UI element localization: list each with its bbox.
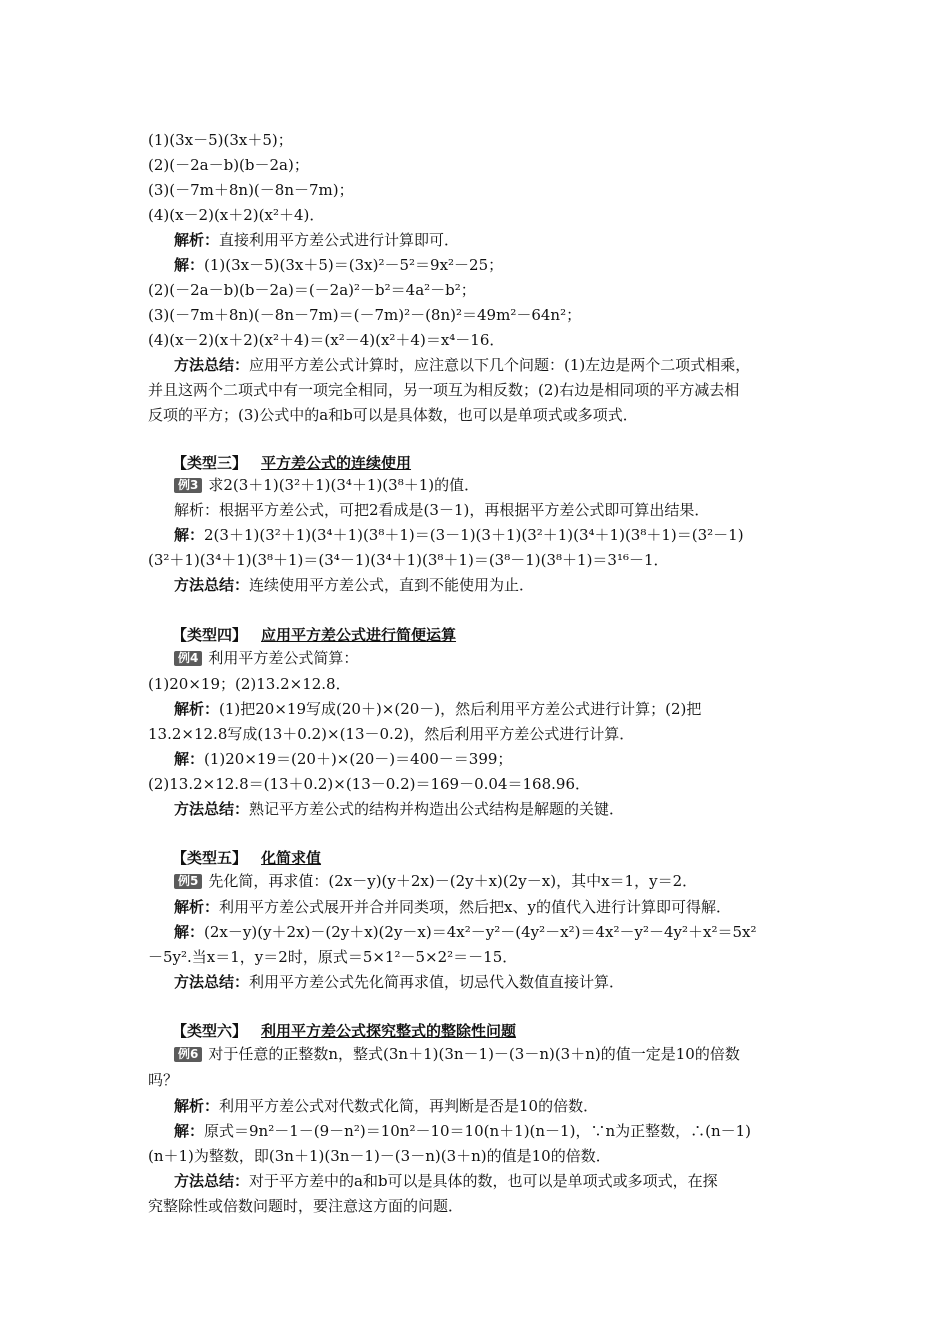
section-title: 平方差公式的连续使用 — [261, 454, 412, 472]
solution-text: (2x－y)(y＋2x)－(2y＋x)(2y－x)＝4x²－y²－(4y²－x²)＝4x²－y²－4y²＋x²＝5x² — [204, 923, 757, 941]
section-heading-type4 — [172, 624, 456, 646]
method-line — [174, 354, 750, 376]
solution-line: (n＋1)为整数，即(3n＋1)(3n－1)－(3－n)(3＋n)的值是10的倍数． — [148, 1147, 611, 1165]
method-line: 并且这两个二项式中有一项完全相同，另一项互为相反数；(2)右边是相同项的平方减去相 — [148, 381, 740, 399]
solution-line: (4)(x－2)(x＋2)(x²＋4)＝(x²－4)(x²＋4)＝x⁴－16． — [148, 331, 505, 349]
solution-label: 解： — [174, 526, 205, 544]
solution-line — [174, 921, 756, 943]
method-label: 方法总结： — [174, 356, 250, 374]
question-text: 先化简，再求值：(2x－y)(y＋2x)－(2y＋x)(2y－x)，其中x＝1，y＝2． — [208, 872, 698, 890]
method-line: 究整除性或倍数问题时，要注意这方面的问题． — [148, 1197, 464, 1215]
analysis-text: 根据平方差公式，可把2看成是(3－1)，再根据平方差公式即可算出结果． — [219, 501, 710, 519]
example-line — [174, 1043, 740, 1065]
solution-line: －5y².当x＝1，y＝2时，原式＝5×1²－5×2²＝－15． — [148, 948, 518, 966]
analysis-line: 13.2×12.8写成(13＋0.2)×(13－0.2)，然后利用平方差公式进行计算． — [148, 725, 635, 743]
section-title: 应用平方差公式进行简便运算 — [261, 626, 457, 644]
method-line — [174, 798, 624, 820]
question-line: (1)(3x－5)(3x＋5)； — [148, 131, 293, 149]
solution-label: 解： — [174, 750, 205, 768]
analysis-text: 利用平方差公式展开并合并同类项，然后把x、y的值代入进行计算即可得解． — [219, 898, 731, 916]
solution-label: 解： — [174, 1122, 205, 1140]
method-label: 方法总结： — [174, 576, 250, 594]
question-line: (4)(x－2)(x＋2)(x²＋4)． — [148, 206, 325, 224]
method-label: 方法总结： — [174, 1172, 250, 1190]
question-text: 求2(3＋1)(3²＋1)(3⁴＋1)(3⁸＋1)的值． — [208, 476, 480, 494]
solution-text: 原式＝9n²－1－(9－n²)＝10n²－10＝10(n＋1)(n－1)，∵n为正整数，∴(n－1) — [204, 1122, 752, 1140]
solution-line — [174, 524, 744, 546]
example-badge: 例3 — [174, 478, 202, 493]
question-text: 利用平方差公式简算： — [208, 649, 359, 667]
section-title: 化简求值 — [261, 849, 322, 867]
section-heading-type6 — [172, 1020, 516, 1042]
example-line — [174, 647, 358, 669]
example-badge: 例6 — [174, 1047, 202, 1062]
solution-text: (1)(3x－5)(3x＋5)＝(3x)²－5²＝9x²－25； — [204, 256, 504, 274]
method-line: 反项的平方；(3)公式中的a和b可以是具体数，也可以是单项式或多项式． — [148, 406, 638, 424]
question-line: (2)(－2a－b)(b－2a)； — [148, 156, 309, 174]
analysis-text: (1)把20×19写成(20＋)×(20－)，然后利用平方差公式进行计算；(2)把 — [219, 700, 702, 718]
section-tag: 【类型六】 — [172, 1022, 248, 1040]
section-tag: 【类型三】 — [172, 454, 248, 472]
solution-label: 解： — [174, 256, 205, 274]
analysis-label: 解析： — [174, 898, 220, 916]
analysis-text: 直接利用平方差公式进行计算即可． — [219, 231, 460, 249]
method-text: 连续使用平方差公式，直到不能使用为止． — [249, 576, 535, 594]
solution-line — [174, 254, 503, 276]
question-line: (3)(－7m＋8n)(－8n－7m)； — [148, 181, 354, 199]
solution-line: (2)(－2a－b)(b－2a)＝(－2a)²－b²＝4a²－b²； — [148, 281, 476, 299]
method-text: 利用平方差公式先化简再求值，切忌代入数值直接计算． — [249, 973, 625, 991]
analysis-line — [174, 698, 701, 720]
method-text: 熟记平方差公式的结构并构造出公式结构是解题的关键． — [249, 800, 625, 818]
analysis-label: 解析： — [174, 501, 220, 519]
solution-label: 解： — [174, 923, 205, 941]
example-badge: 例5 — [174, 874, 202, 889]
method-text: 对于平方差中的a和b可以是具体的数，也可以是单项式或多项式，在探 — [249, 1172, 718, 1190]
solution-text: 2(3＋1)(3²＋1)(3⁴＋1)(3⁸＋1)＝(3－1)(3＋1)(3²＋1)(3⁴＋1)(3⁸＋1)＝(3²－1) — [204, 526, 744, 544]
example-line — [174, 870, 697, 892]
analysis-line — [174, 1095, 598, 1117]
question-line: 吗？ — [148, 1071, 179, 1089]
solution-line: (2)13.2×12.8＝(13＋0.2)×(13－0.2)＝169－0.04＝168.96． — [148, 775, 590, 793]
question-text: 对于任意的正整数n，整式(3n＋1)(3n－1)－(3－n)(3＋n)的值一定是10的倍数 — [208, 1045, 740, 1063]
question-line: (1)20×19；(2)13.2×12.8． — [148, 675, 351, 693]
solution-line — [174, 748, 512, 770]
solution-line — [174, 1120, 751, 1142]
analysis-label: 解析： — [174, 700, 220, 718]
analysis-label: 解析： — [174, 1097, 220, 1115]
section-title: 利用平方差公式探究整式的整除性问题 — [261, 1022, 517, 1040]
method-label: 方法总结： — [174, 800, 250, 818]
analysis-text: 利用平方差公式对代数式化简，再判断是否是10的倍数． — [219, 1097, 599, 1115]
method-line — [174, 1170, 718, 1192]
method-line — [174, 971, 624, 993]
solution-line: (3²＋1)(3⁴＋1)(3⁸＋1)＝(3⁴－1)(3⁴＋1)(3⁸＋1)＝(3⁸－1)(3⁸＋1)＝3¹⁶－1． — [148, 551, 669, 569]
section-tag: 【类型五】 — [172, 849, 248, 867]
section-heading-type3 — [172, 452, 411, 474]
analysis-line — [174, 229, 459, 251]
analysis-line — [174, 499, 709, 521]
analysis-label: 解析： — [174, 231, 220, 249]
method-label: 方法总结： — [174, 973, 250, 991]
section-heading-type5 — [172, 847, 321, 869]
analysis-line — [174, 896, 731, 918]
method-text: 应用平方差公式计算时，应注意以下几个问题：(1)左边是两个二项式相乘， — [249, 356, 751, 374]
method-line — [174, 574, 534, 596]
solution-text: (1)20×19＝(20＋)×(20－)＝400－＝399； — [204, 750, 513, 768]
section-tag: 【类型四】 — [172, 626, 248, 644]
solution-line: (3)(－7m＋8n)(－8n－7m)＝(－7m)²－(8n)²＝49m²－64n²； — [148, 306, 582, 324]
example-line — [174, 474, 479, 496]
example-badge: 例4 — [174, 651, 202, 666]
